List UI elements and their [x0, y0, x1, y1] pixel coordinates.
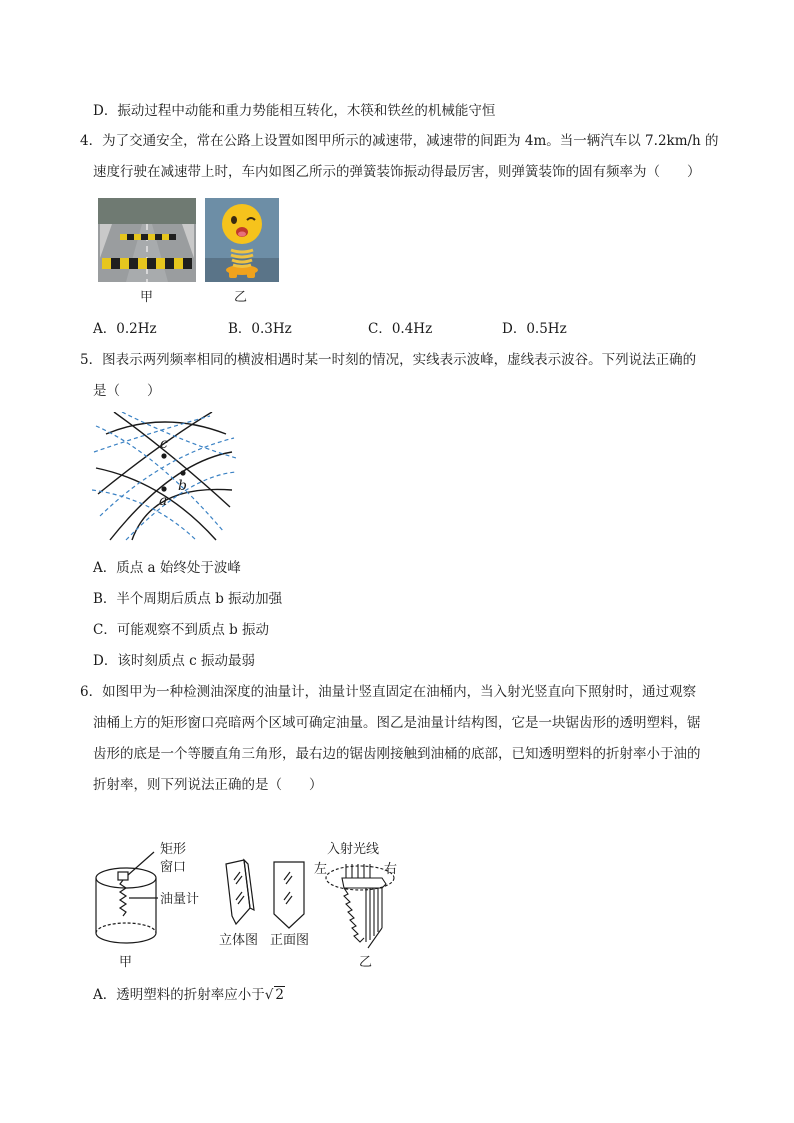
- light-label: 入射光线: [327, 842, 380, 857]
- label-c: c: [160, 436, 168, 452]
- right-label: 右: [384, 862, 398, 877]
- q6-option-a[interactable]: [93, 985, 285, 1005]
- q4-caption-jia: 甲: [140, 290, 154, 305]
- q6-stem-line2: 油桶上方的矩形窗口亮暗两个区域可确定油量。图乙是油量计结构图，它是一块锯齿形的透明塑料，锯: [93, 715, 701, 731]
- q5-option-b[interactable]: B．半个周期后质点 b 振动加强: [93, 591, 283, 607]
- q6-caption-jia: 甲: [119, 955, 133, 970]
- point-c-dot: [161, 453, 166, 458]
- label-a: a: [159, 493, 168, 509]
- speed-bump-photo: [98, 198, 196, 282]
- window-label-2: 窗口: [160, 860, 187, 875]
- q4-caption-yi: 乙: [234, 290, 248, 305]
- gauge-front-view: [270, 860, 310, 932]
- gauge-3d-view: [222, 858, 262, 930]
- gauge-label: 油量计: [160, 892, 200, 907]
- q4-option-c[interactable]: C．0.4Hz: [368, 321, 433, 337]
- point-a-dot: [161, 486, 166, 491]
- q5-option-d[interactable]: D．该时刻质点 c 振动最弱: [93, 653, 255, 669]
- point-b-dot: [180, 470, 185, 475]
- q6-stem-line4: 折射率，则下列说法正确的是（ ）: [93, 777, 323, 793]
- label-b: b: [178, 478, 187, 494]
- q6-caption-yi: 乙: [359, 955, 373, 970]
- view-front-label: 正面图: [270, 933, 310, 948]
- q4-stem-line1: 4．为了交通安全，常在公路上设置如图甲所示的减速带，减速带的间距为 4m。当一辆汽车以 7.2km/h 的: [80, 133, 719, 149]
- q5-stem-line2: 是（ ）: [93, 383, 161, 399]
- q5-option-a[interactable]: A．质点 a 始终处于波峰: [93, 560, 241, 576]
- view-3d-label: 立体图: [219, 933, 259, 948]
- q6-option-a-text: A．透明塑料的折射率应小于: [93, 987, 265, 1003]
- q5-stem-line1: 5．图表示两列频率相同的横波相遇时某一时刻的情况，实线表示波峰，虚线表示波谷。下列说法正确的: [80, 352, 697, 368]
- window-label-1: 矩形: [160, 842, 187, 857]
- q4-option-a[interactable]: A．0.2Hz: [93, 321, 157, 337]
- q6-stem-line3: 齿形的底是一个等腰直角三角形，最右边的锯齿刚接触到油桶的底部，已知透明塑料的折射率小于油的: [93, 746, 701, 762]
- wave-interference-diagram: [92, 412, 236, 542]
- q6-stem-line1: 6．如图甲为一种检测油深度的油量计，油量计竖直固定在油桶内，当入射光竖直向下照射时，通过观察: [80, 684, 697, 700]
- q4-stem-line2: 速度行驶在减速带上时，车内如图乙所示的弹簧装饰振动得最厉害，则弹簧装饰的固有频率为（ ）: [93, 164, 701, 180]
- sqrt-radicand: 2: [275, 987, 284, 1003]
- left-label: 左: [314, 862, 328, 877]
- sqrt-symbol: √ 2: [264, 987, 284, 1003]
- q3-option-d: D．振动过程中动能和重力势能相互转化，木筷和铁丝的机械能守恒: [93, 103, 496, 119]
- spring-toy-photo: [205, 198, 279, 282]
- q5-option-c[interactable]: C．可能观察不到质点 b 振动: [93, 622, 270, 638]
- q4-option-b[interactable]: B．0.3Hz: [228, 321, 292, 337]
- sawtooth-structure-diagram: [320, 858, 400, 958]
- q4-option-d[interactable]: D．0.5Hz: [502, 321, 567, 337]
